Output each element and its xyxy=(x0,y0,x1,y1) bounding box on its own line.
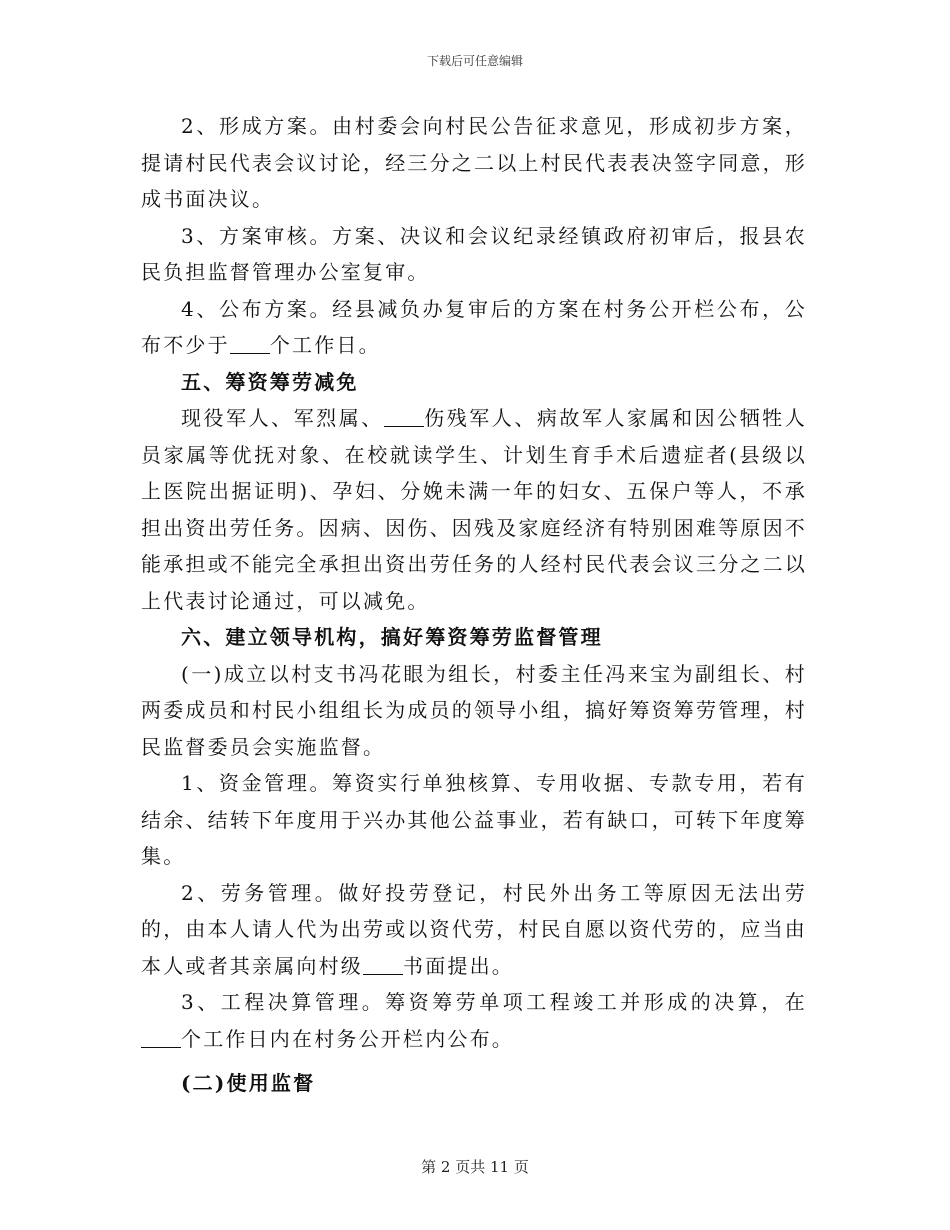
page-footer: 第 2 页共 11 页 xyxy=(421,1158,529,1176)
section-heading-exemption: 五、筹资筹劳减免 xyxy=(181,369,359,394)
paragraph-form-plan: 2、形成方案。由村委会向村民公告征求意见，形成初步方案，提请村民代表会议讨论，经三分之二以上村民代表表决签字同意，形成书面决议。 xyxy=(141,114,807,211)
paragraph-text: 个工作日。 xyxy=(269,333,381,357)
paragraph-fund-management: 1、资金管理。筹资实行单独核算、专用收据、专款专用，若有结余、结转下年度用于兴办其他公益事业，若有缺口，可转下年度筹集。 xyxy=(141,771,807,868)
fill-in-blank xyxy=(363,954,403,975)
paragraph-text: 2、劳务管理。做好投劳登记，村民外出务工等原因无法出劳的，由本人请人代为出劳或以资代劳，村民自愿以资代劳的，应当由本人或者其亲属向村级 xyxy=(141,880,807,978)
paragraph-leading-group: (一)成立以村支书冯花眼为组长，村委主任冯来宝为副组长、村两委成员和村民小组组长为成员的领导小组，搞好筹资筹劳管理，村民监督委员会实施监督。 xyxy=(141,661,807,759)
paragraph-exemption xyxy=(141,400,807,619)
paragraph-publish-plan xyxy=(141,291,807,364)
paragraph-text: 书面提出。 xyxy=(403,953,514,978)
paragraph-text: 个工作日内在村务公开栏内公布。 xyxy=(181,1026,514,1051)
fill-in-blank xyxy=(230,333,270,354)
paragraph-text: 现役军人、军烈属、 xyxy=(181,406,384,430)
document-body xyxy=(141,108,807,1102)
paragraph-settlement-management xyxy=(141,984,807,1057)
page-header: 下载后可任意编辑 xyxy=(426,54,523,68)
paragraph-text: 3、工程决算管理。筹资筹劳单项工程竣工并形成的决算，在 xyxy=(181,990,807,1014)
subsection-heading-usage-supervision: (二)使用监督 xyxy=(181,1071,316,1095)
fill-in-blank xyxy=(384,406,424,427)
paragraph-text: 4、公布方案。经县减负办复审后的方案在村务公开栏公布，公布不少于 xyxy=(141,296,807,357)
paragraph-text: 伤残军人、病故军人家属和因公牺牲人员家属等优抚对象、在校就读学生、计划生育手术后遗症者(县级以上医院出据证明)、孕妇、分娩未满一年的妇女、五保户等人，不承担出资出劳任务。因病、因伤、因残及家庭经济有特别困难等原因不能承担或不能完全承担出资出劳任务的人经村民代表会议三分之二以上代表讨论通过，可以减免。 xyxy=(141,406,807,613)
fill-in-blank xyxy=(141,1027,181,1048)
paragraph-plan-review: 3、方案审核。方案、决议和会议纪录经镇政府初审后，报县农民负担监督管理办公室复审。 xyxy=(141,223,807,284)
paragraph-labor-management xyxy=(141,875,807,985)
section-heading-leadership: 六、建立领导机构，搞好筹资筹劳监督管理 xyxy=(181,625,603,649)
